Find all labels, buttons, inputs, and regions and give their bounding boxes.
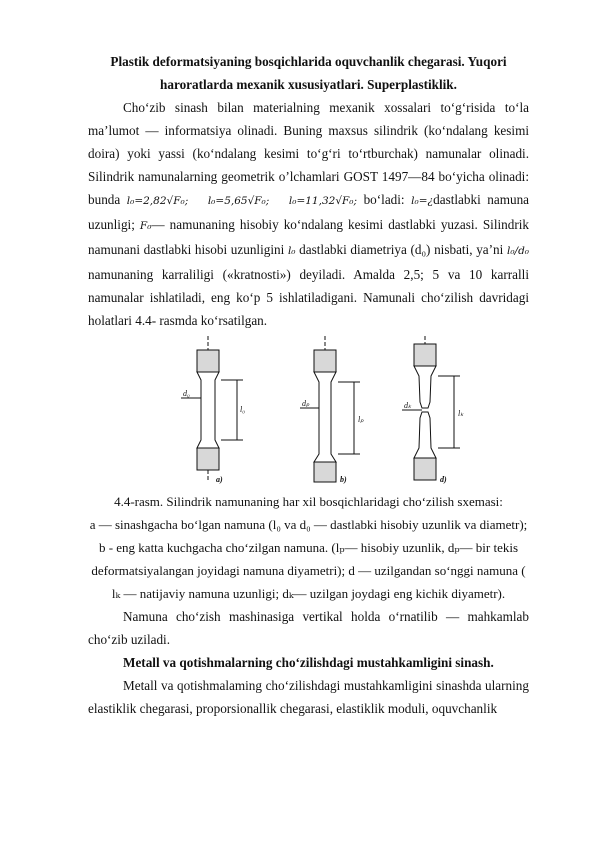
figure-caption — [88, 490, 529, 605]
label-d0: d₀ — [183, 389, 190, 398]
para1-text-e: dastlabki diametriya (d₀) nisbati, ya’ni — [299, 242, 504, 257]
para1-text-d: — namunaning hisobiy ko‘ndalang kesimi dastlabki yuzasi. Silindrik namunani dastlabki hisobi uzunligini — [88, 217, 530, 257]
paragraph-mounting: Namuna cho‘zish mashinasiga vertikal holda o‘rnatilib — mahkamlab cho‘zib uziladi. — [88, 609, 529, 647]
caption-line-1: 4.4-rasm. Silindrik namunaning har xil bosqichlaridagi cho‘zilish sxemasi: — [114, 494, 503, 509]
section-title — [88, 50, 529, 96]
label-dk: dₖ — [404, 401, 412, 410]
formula-l0-inline: l₀ — [287, 245, 296, 257]
caption-line-5: lₖ — natijaviy namuna uzunligi; dₖ— uzilgan joydagi eng kichik diyametr). — [111, 586, 506, 601]
paragraph-strength: Metall va qotishmalaming cho‘zilishdagi mustahkamligini sinashda ularning elastiklik chegarasi, proporsionallik chegarasi, elastiklik moduli, oquvchanlik — [88, 678, 529, 716]
caption-line-4: deformatsiyalangan joyidagi namuna diyametri); d — uzilgandan so‘nggi namuna ( — [91, 563, 526, 578]
formula-l0-def: l₀=¿ — [411, 195, 434, 207]
para1-text-b: bo‘ladi: — [363, 192, 405, 207]
specimen-b — [300, 336, 360, 482]
label-a: a) — [216, 475, 223, 484]
label-l0: l₀ — [240, 405, 246, 414]
formula-l0-11-32: l₀=11,32√F₀; — [288, 195, 358, 207]
formula-l0-2-82: l₀=2,82√F₀; — [126, 195, 189, 207]
specimen-diagram — [88, 336, 529, 484]
label-lk: lₖ — [458, 409, 464, 418]
title-line-1: Plastik deformatsiyaning bosqichlarida oquvchanlik chegarasi. Yuqori — [110, 54, 507, 69]
label-b: b) — [340, 475, 347, 484]
para1-text-f: namunaning karraliligi («kratnosti») deyiladi. Amalda 2,5; 5 va 10 karralli namunalar ishlatiladi, eng ko‘p 5 ishlatiladigani. Namunali cho‘zilish davridagi holatlari 4.4- rasmda ko‘rsatilgan. — [88, 267, 529, 328]
formula-l0-5-65: l₀=5,65√F₀; — [207, 195, 270, 207]
label-d: d) — [440, 475, 447, 484]
label-lp: lₚ — [358, 415, 364, 424]
subsection-heading: Metall va qotishmalarning cho‘zilishdagi mustahkamligini sinash. — [123, 655, 494, 670]
formula-F0: F₀ — [139, 220, 152, 232]
specimen-figure — [88, 336, 529, 484]
para1-text-a: Cho‘zib sinash bilan materialning mexanik xossalari to‘g‘risida to‘la ma’lumot — informatsiya olinadi. Buning maxsus silindrik (ko‘ndalang kesimi doira) yoki yassi (ko‘ndalang kesimi to‘g‘ri to‘rtburchak) namunalar olinadi. Silindrik namunalarning geometrik o’lchamlari GOST 1497—84 bo‘yicha olinadi: bunda — [88, 100, 529, 207]
paragraph-intro — [88, 96, 529, 332]
document-page — [88, 50, 529, 720]
formula-l0-d0-ratio: l₀/d₀ — [506, 245, 530, 257]
para1-text-c: dastlabki namuna uzunligi; — [88, 192, 530, 232]
title-line-2: haroratlarda mexanik xususiyatlari. Superplastiklik. — [160, 77, 457, 92]
specimen-a — [181, 336, 246, 480]
caption-line-3: b - eng katta kuchgacha cho‘zilgan namuna. (lₚ— hisobiy uzunlik, dₚ— bir tekis — [98, 540, 519, 555]
caption-line-2: a — sinashgacha bo‘lgan namuna (l₀ va d₀ — dastlabki hisobiy uzunlik va diametr); — [89, 517, 528, 532]
label-dp: dₚ — [302, 399, 310, 408]
